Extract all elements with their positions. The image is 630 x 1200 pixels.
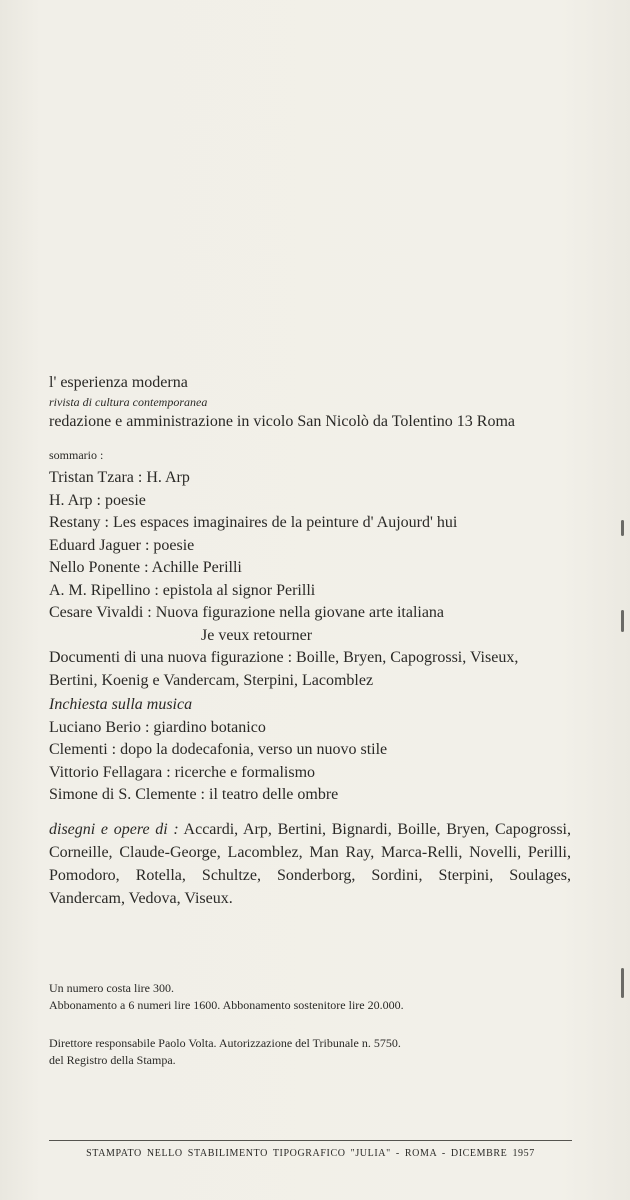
legal-line: Direttore responsabile Paolo Volta. Autorizzazione del Tribunale n. 5750. (49, 1036, 401, 1050)
summary-entry: Tristan Tzara : H. Arp (49, 469, 190, 486)
summary-section (49, 446, 589, 692)
editorial-address: redazione e amministrazione in vicolo San Nicolò da Tolentino 13 Roma (49, 412, 516, 430)
summary-entry: Documenti di una nuova figurazione : Boille, Bryen, Capogrossi, Viseux, (49, 649, 519, 666)
masthead (49, 372, 589, 433)
summary-entry: H. Arp : poesie (49, 491, 146, 509)
margin-mark (621, 610, 624, 632)
music-entry: Luciano Berio : giardino botanico (49, 718, 266, 736)
margin-mark (621, 968, 624, 998)
colophon: STAMPATO NELLO STABILIMENTO TIPOGRAFICO "JULIA" - ROMA - DICEMBRE 1957 (86, 1148, 535, 1159)
legal-section (49, 1035, 589, 1069)
music-heading: Inchiesta sulla musica (49, 696, 193, 713)
music-section (49, 694, 589, 807)
drawings-artists: Accardi, Arp, Bertini, Bignardi, Boille, Bryen, Capogrossi, Corneille, Claude-George, Lacomblez, Man Ray, Marca-Relli, Novelli, Perilli, Pomodoro, Rotella, Schultze, Sonderborg, Sordini, Sterpini, Soulages, Vandercam, Vedova, Viseux. (49, 821, 571, 907)
summary-entry: Bertini, Koenig e Vandercam, Sterpini, Lacomblez (49, 671, 374, 689)
drawings-label: disegni e opere di : (49, 821, 179, 838)
summary-entry: Nello Ponente : Achille Perilli (49, 559, 242, 576)
issue-price: Un numero costa lire 300. (49, 981, 174, 995)
pricing-section (49, 980, 589, 1014)
summary-label: sommario : (49, 448, 104, 462)
margin-mark (621, 520, 624, 536)
summary-entry: Restany : Les espaces imaginaires de la peinture d' Aujourd' hui (49, 514, 458, 531)
music-entry: Simone di S. Clemente : il teatro delle ombre (49, 786, 339, 803)
subscription-price: Abbonamento a 6 numeri lire 1600. Abbonamento sostenitore lire 20.000. (49, 998, 404, 1012)
summary-entry: Je veux retourner (201, 626, 313, 644)
summary-entry: Cesare Vivaldi : Nuova figurazione nella giovane arte italiana (49, 604, 445, 621)
music-entry: Clementi : dopo la dodecafonia, verso un nuovo stile (49, 741, 388, 758)
summary-entry: Eduard Jaguer : poesie (49, 536, 195, 554)
journal-title: l' esperienza moderna (49, 374, 188, 391)
legal-line: del Registro della Stampa. (49, 1053, 176, 1067)
journal-subtitle: rivista di cultura contemporanea (49, 394, 208, 409)
summary-entry: A. M. Ripellino : epistola al signor Perilli (49, 581, 316, 599)
footer-rule (49, 1140, 572, 1141)
drawings-section (49, 818, 571, 910)
drawings-paragraph (49, 818, 571, 910)
music-entry: Vittorio Fellagara : ricerche e formalismo (49, 763, 316, 781)
